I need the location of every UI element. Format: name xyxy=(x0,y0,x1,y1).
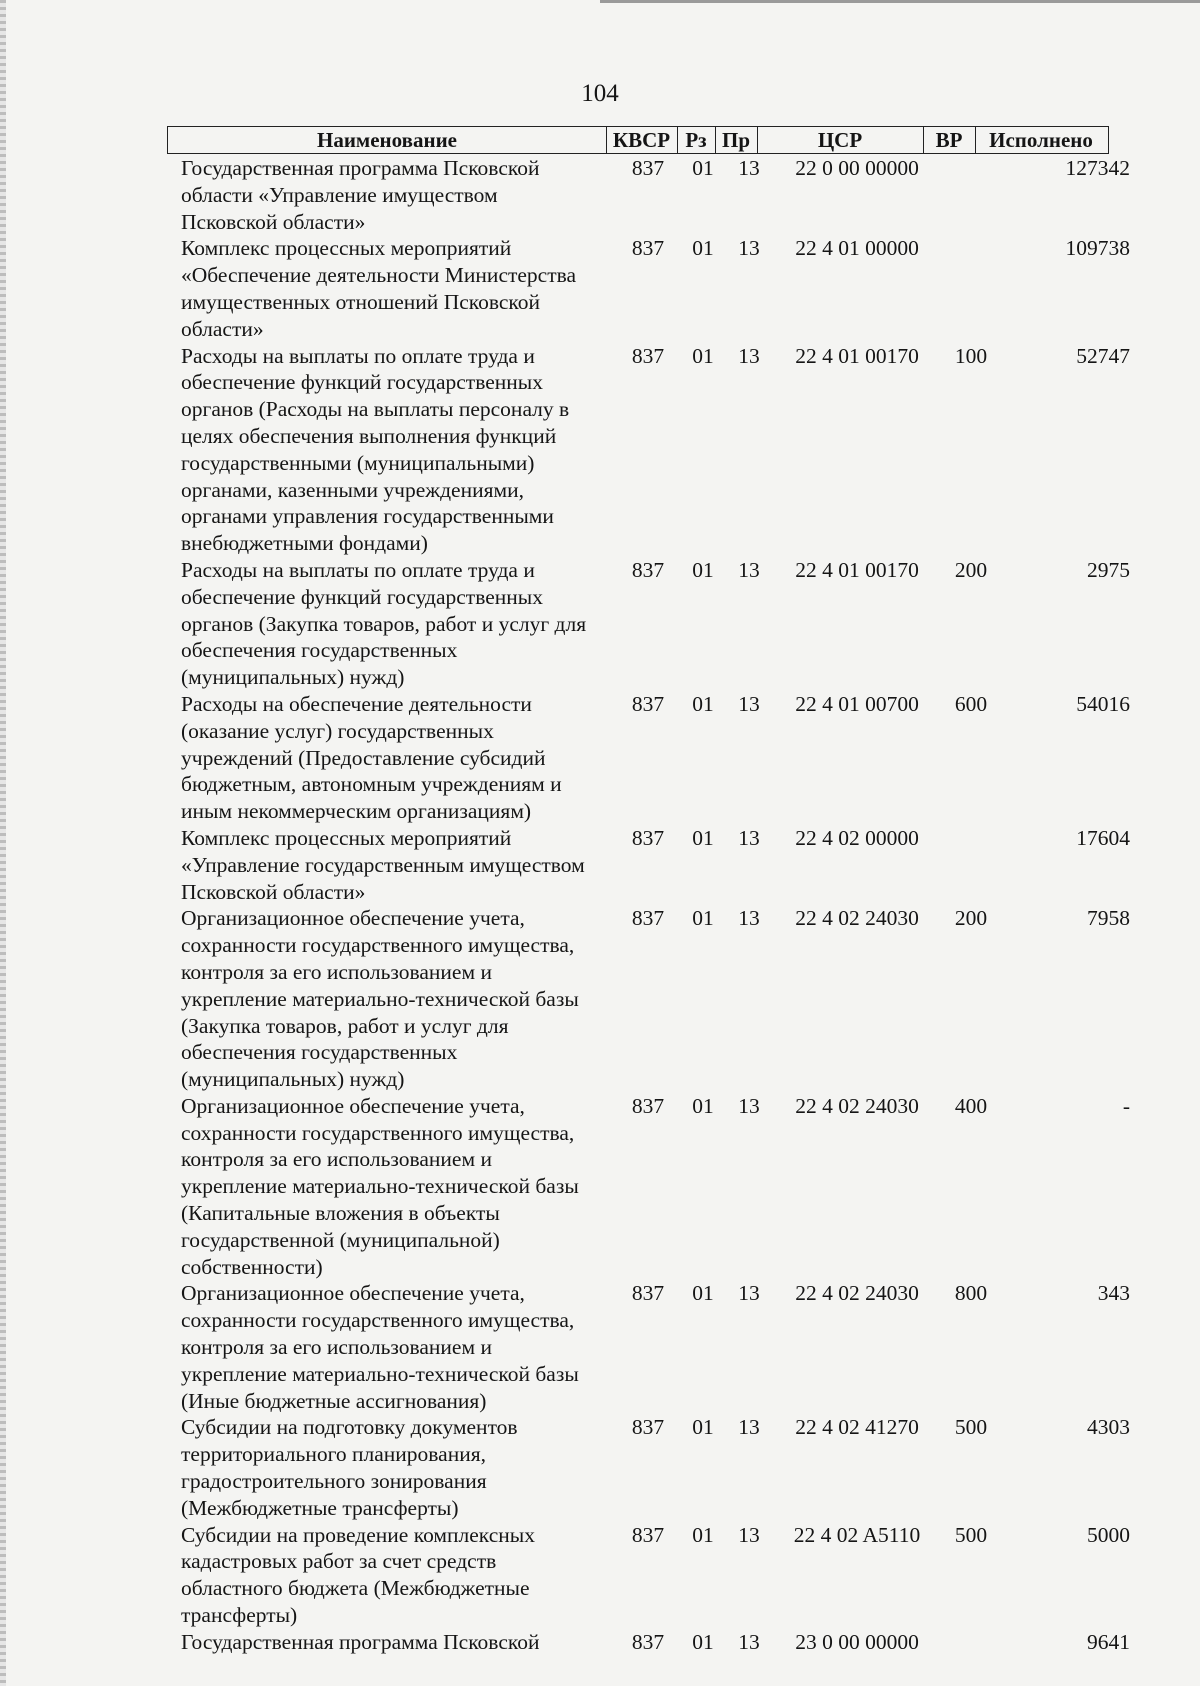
row-name-line: (Закупка товаров, работ и услуг для xyxy=(181,1013,509,1038)
row-vr: 400 xyxy=(954,1093,988,1118)
row-done: 2975 xyxy=(1087,557,1130,582)
row-done: 17604 xyxy=(1076,825,1130,850)
row-vr: 100 xyxy=(954,343,988,368)
row-name-line: (Иные бюджетные ассигнования) xyxy=(181,1388,487,1413)
row-name-line: укрепление материально-технической базы xyxy=(181,1174,579,1199)
table-row xyxy=(0,1093,1200,1281)
row-name-line: кадастровых работ за счет средств xyxy=(181,1549,497,1574)
row-name-line: органами управления государственными xyxy=(181,504,554,529)
row-kvsr: 837 xyxy=(631,1522,665,1547)
row-name-line: укрепление материально-технической базы xyxy=(181,986,579,1011)
row-rz: 01 xyxy=(692,343,714,368)
row-pr: 13 xyxy=(738,825,760,850)
row-vr: 200 xyxy=(954,906,988,931)
row-rz: 01 xyxy=(692,691,714,716)
row-csr: 22 4 01 00170 xyxy=(795,557,919,582)
row-name-line: «Управление государственным имуществом xyxy=(181,852,585,877)
row-pr: 13 xyxy=(738,343,760,368)
row-name-line: учреждений (Предоставление субсидий xyxy=(181,745,546,770)
row-kvsr: 837 xyxy=(631,1415,665,1440)
row-csr: 22 4 01 00170 xyxy=(795,343,919,368)
table-row xyxy=(0,905,1200,1093)
row-pr: 13 xyxy=(738,1415,760,1440)
row-name-line: (оказание услуг) государственных xyxy=(181,718,494,743)
row-rz: 01 xyxy=(692,1629,714,1654)
row-name-line: контроля за его использованием и xyxy=(181,1147,492,1172)
row-name-line: градостроительного зонирования xyxy=(181,1469,487,1494)
row-name-line: внебюджетными фондами) xyxy=(181,531,428,556)
row-csr: 22 0 00 00000 xyxy=(795,156,919,180)
row-name xyxy=(181,1280,611,1414)
row-name xyxy=(181,1093,611,1281)
row-name xyxy=(181,235,611,342)
row-done: 343 xyxy=(1097,1281,1130,1306)
row-name-line: Расходы на выплаты по оплате труда и xyxy=(181,557,535,582)
row-vr: 500 xyxy=(954,1415,988,1440)
row-done: 5000 xyxy=(1087,1522,1130,1547)
row-pr: 13 xyxy=(738,691,760,716)
row-name-line: имущественных отношений Псковской xyxy=(181,289,541,314)
header-kvsr: КВСР xyxy=(612,128,671,152)
row-pr: 13 xyxy=(738,236,760,261)
row-pr: 13 xyxy=(738,1522,760,1547)
row-name-line: сохранности государственного имущества, xyxy=(181,933,575,958)
row-name-line: областного бюджета (Межбюджетные xyxy=(181,1576,530,1601)
header-done: Исполнено xyxy=(989,128,1093,152)
row-name-line: Организационное обеспечение учета, xyxy=(181,906,525,931)
row-name-line: области» xyxy=(181,316,264,341)
table-row xyxy=(0,343,1200,557)
row-pr: 13 xyxy=(738,156,760,180)
row-name-line: обеспечение функций государственных xyxy=(181,584,543,609)
row-name-line: Организационное обеспечение учета, xyxy=(181,1093,525,1118)
row-name xyxy=(181,825,611,905)
row-done: 9641 xyxy=(1087,1629,1130,1654)
row-name-line: укрепление материально-технической базы xyxy=(181,1361,579,1386)
row-name-line: (муниципальных) нужд) xyxy=(181,665,405,690)
row-kvsr: 837 xyxy=(631,156,665,180)
row-name-line: Государственная программа Псковской xyxy=(181,156,540,180)
row-name-line: «Обеспечение деятельности Министерства xyxy=(181,263,577,288)
table-body xyxy=(0,155,1200,1656)
row-kvsr: 837 xyxy=(631,1093,665,1118)
table-header xyxy=(167,126,1109,154)
row-pr: 13 xyxy=(738,1281,760,1306)
row-name-line: государственными (муниципальными) xyxy=(181,450,535,475)
row-rz: 01 xyxy=(692,236,714,261)
row-name-line: Субсидии на подготовку документов xyxy=(181,1415,518,1440)
row-vr: 500 xyxy=(954,1522,988,1547)
row-done: 54016 xyxy=(1076,691,1130,716)
row-name xyxy=(181,1414,611,1521)
header-name: Наименование xyxy=(317,128,457,152)
row-csr: 23 0 00 00000 xyxy=(795,1629,919,1654)
row-name-line: трансферты) xyxy=(181,1603,298,1628)
header-rz: Рз xyxy=(685,128,707,152)
row-csr: 22 4 02 24030 xyxy=(795,1093,919,1118)
row-rz: 01 xyxy=(692,906,714,931)
row-name xyxy=(181,1629,611,1656)
page-number: 104 xyxy=(581,80,619,107)
row-name-line: иным некоммерческим организациям) xyxy=(181,799,532,824)
header-vr: ВР xyxy=(935,128,963,152)
table-row xyxy=(0,691,1200,825)
table-row xyxy=(0,825,1200,905)
row-rz: 01 xyxy=(692,825,714,850)
row-rz: 01 xyxy=(692,1415,714,1440)
table-row xyxy=(0,1414,1200,1521)
row-name xyxy=(181,343,611,557)
row-name-line: контроля за его использованием и xyxy=(181,959,492,984)
row-name xyxy=(181,1522,611,1629)
row-name-line: органами, казенными учреждениями, xyxy=(181,477,524,502)
row-done: 4303 xyxy=(1087,1415,1130,1440)
row-rz: 01 xyxy=(692,1281,714,1306)
row-vr: 600 xyxy=(954,691,988,716)
row-kvsr: 837 xyxy=(631,1629,665,1654)
row-csr: 22 4 01 00700 xyxy=(795,691,919,716)
row-pr: 13 xyxy=(738,1629,760,1654)
row-pr: 13 xyxy=(738,1093,760,1118)
row-rz: 01 xyxy=(692,1093,714,1118)
row-name-line: Комплекс процессных мероприятий xyxy=(181,236,512,261)
row-name-line: обеспечение функций государственных xyxy=(181,370,543,395)
table-row xyxy=(0,557,1200,691)
row-name-line: Государственная программа Псковской xyxy=(181,1629,540,1654)
row-csr: 22 4 02 00000 xyxy=(795,825,919,850)
row-csr: 22 4 02 41270 xyxy=(795,1415,919,1440)
row-name-line: контроля за его использованием и xyxy=(181,1335,492,1360)
row-name-line: целях обеспечения выполнения функций xyxy=(181,423,557,448)
row-name-line: Псковской области» xyxy=(181,879,366,904)
row-name-line: Псковской области» xyxy=(181,209,366,234)
row-name-line: (муниципальных) нужд) xyxy=(181,1067,405,1092)
row-name xyxy=(181,691,611,825)
row-csr: 22 4 02 A5110 xyxy=(793,1522,921,1547)
row-name-line: собственности) xyxy=(181,1254,323,1279)
row-kvsr: 837 xyxy=(631,343,665,368)
row-name-line: Расходы на выплаты по оплате труда и xyxy=(181,343,535,368)
row-name-line: (Межбюджетные трансферты) xyxy=(181,1495,459,1520)
row-kvsr: 837 xyxy=(631,691,665,716)
row-name xyxy=(181,155,611,235)
row-rz: 01 xyxy=(692,1522,714,1547)
row-csr: 22 4 02 24030 xyxy=(795,906,919,931)
header-csr: ЦСР xyxy=(817,128,863,152)
row-done: 109738 xyxy=(1065,236,1130,261)
row-name-line: территориального планирования, xyxy=(181,1442,486,1467)
row-name-line: сохранности государственного имущества, xyxy=(181,1120,575,1145)
row-name xyxy=(181,557,611,691)
row-done: 7958 xyxy=(1087,906,1130,931)
row-name-line: обеспечения государственных xyxy=(181,638,458,663)
row-name-line: сохранности государственного имущества, xyxy=(181,1308,575,1333)
row-vr: 800 xyxy=(954,1281,988,1306)
row-name xyxy=(181,905,611,1093)
row-kvsr: 837 xyxy=(631,906,665,931)
row-name-line: Организационное обеспечение учета, xyxy=(181,1281,525,1306)
table-row xyxy=(0,1629,1200,1656)
row-name-line: государственной (муниципальной) xyxy=(181,1227,500,1252)
row-vr: 200 xyxy=(954,557,988,582)
row-kvsr: 837 xyxy=(631,236,665,261)
table-row xyxy=(0,1280,1200,1414)
row-name-line: Расходы на обеспечение деятельности xyxy=(181,691,532,716)
row-rz: 01 xyxy=(692,156,714,180)
row-name-line: органов (Закупка товаров, работ и услуг для xyxy=(181,611,587,636)
row-csr: 22 4 01 00000 xyxy=(795,236,919,261)
table-row xyxy=(0,1522,1200,1629)
row-kvsr: 837 xyxy=(631,557,665,582)
row-name-line: Комплекс процессных мероприятий xyxy=(181,825,512,850)
row-name-line: обеспечения государственных xyxy=(181,1040,458,1065)
row-done: - xyxy=(1122,1093,1130,1118)
row-csr: 22 4 02 24030 xyxy=(795,1281,919,1306)
scan-edge-top xyxy=(600,0,1200,3)
row-kvsr: 837 xyxy=(631,1281,665,1306)
table-row xyxy=(0,155,1200,235)
row-name-line: области «Управление имуществом xyxy=(181,182,498,207)
row-rz: 01 xyxy=(692,557,714,582)
row-kvsr: 837 xyxy=(631,825,665,850)
row-name-line: органов (Расходы на выплаты персоналу в xyxy=(181,397,570,422)
row-name-line: бюджетным, автономным учреждениям и xyxy=(181,772,562,797)
table-row xyxy=(0,235,1200,342)
row-name-line: Субсидии на проведение комплексных xyxy=(181,1522,535,1547)
row-pr: 13 xyxy=(738,906,760,931)
header-pr: Пр xyxy=(721,128,750,152)
row-done: 127342 xyxy=(1065,156,1130,180)
row-name-line: (Капитальные вложения в объекты xyxy=(181,1201,500,1226)
row-pr: 13 xyxy=(738,557,760,582)
row-done: 52747 xyxy=(1076,343,1130,368)
